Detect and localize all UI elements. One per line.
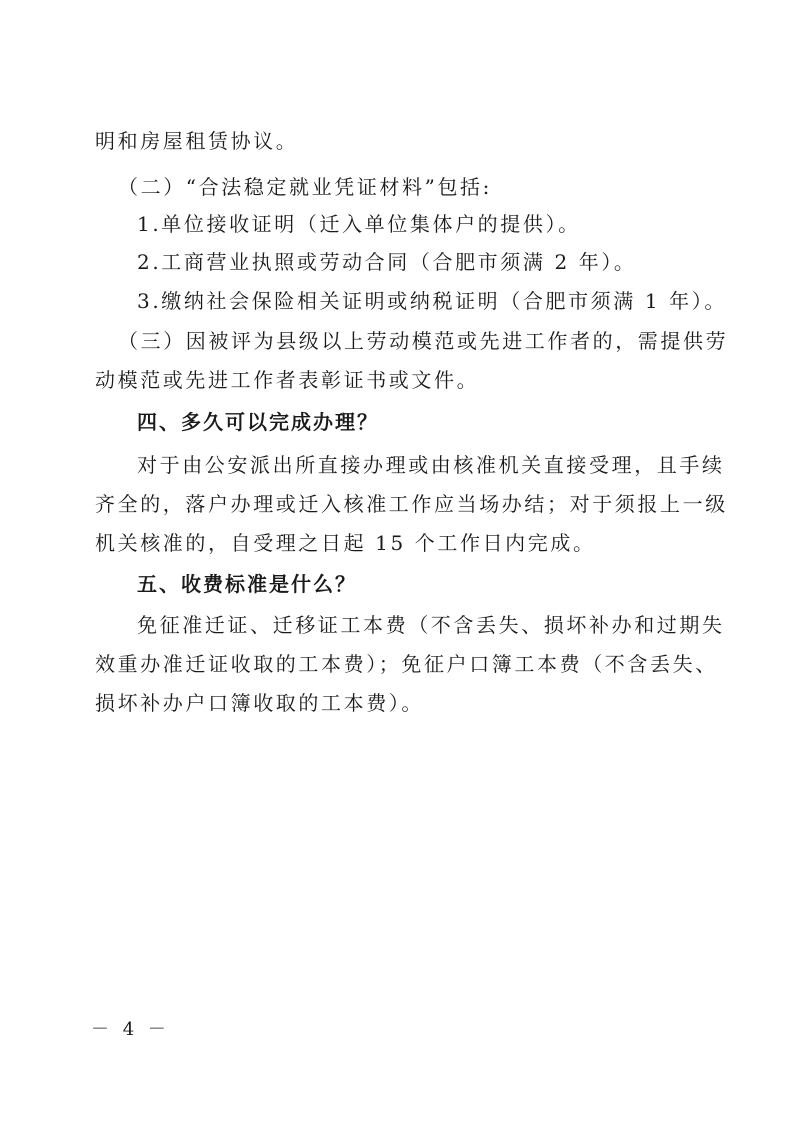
list-item: 3.缴纳社会保险相关证明或纳税证明（合肥市须满 1 年）。 xyxy=(137,289,727,313)
paragraph-line: 效重办准迁证收取的工本费）；免征户口簿工本费（不含丢失、 xyxy=(95,652,718,676)
paragraph-line: 明和房屋租赁协议。 xyxy=(95,129,299,153)
section-heading: 四、多久可以完成办理？ xyxy=(137,410,379,434)
paragraph-line: 损坏补办户口簿收取的工本费）。 xyxy=(95,691,424,715)
paragraph-line: 对于由公安派出所直接办理或由核准机关直接受理，且手续 xyxy=(137,453,725,477)
paragraph-line: 免征准迁证、迁移证工本费（不含丢失、损坏补办和过期失 xyxy=(137,613,725,637)
paragraph-line: 动模范或先进工作者表彰证书或文件。 xyxy=(95,368,480,392)
paragraph-line: 齐全的，落户办理或迁入核准工作应当场办结；对于须报上一级 xyxy=(95,492,728,516)
section-subheading: （二）“合法稳定就业凭证材料”包括: xyxy=(118,175,492,199)
paragraph-line: 机关核准的，自受理之日起 15 个工作日内完成。 xyxy=(95,531,596,555)
paragraph-line: （三）因被评为县级以上劳动模范或先进工作者的，需提供劳 xyxy=(118,329,729,353)
page-number: － 4 － xyxy=(91,1019,170,1040)
list-item: 2.工商营业执照或劳动合同（合肥市须满 2 年）。 xyxy=(137,250,637,274)
section-heading: 五、收费标准是什么？ xyxy=(137,572,357,596)
list-item: 1.单位接收证明（迁入单位集体户的提供）。 xyxy=(137,212,581,236)
